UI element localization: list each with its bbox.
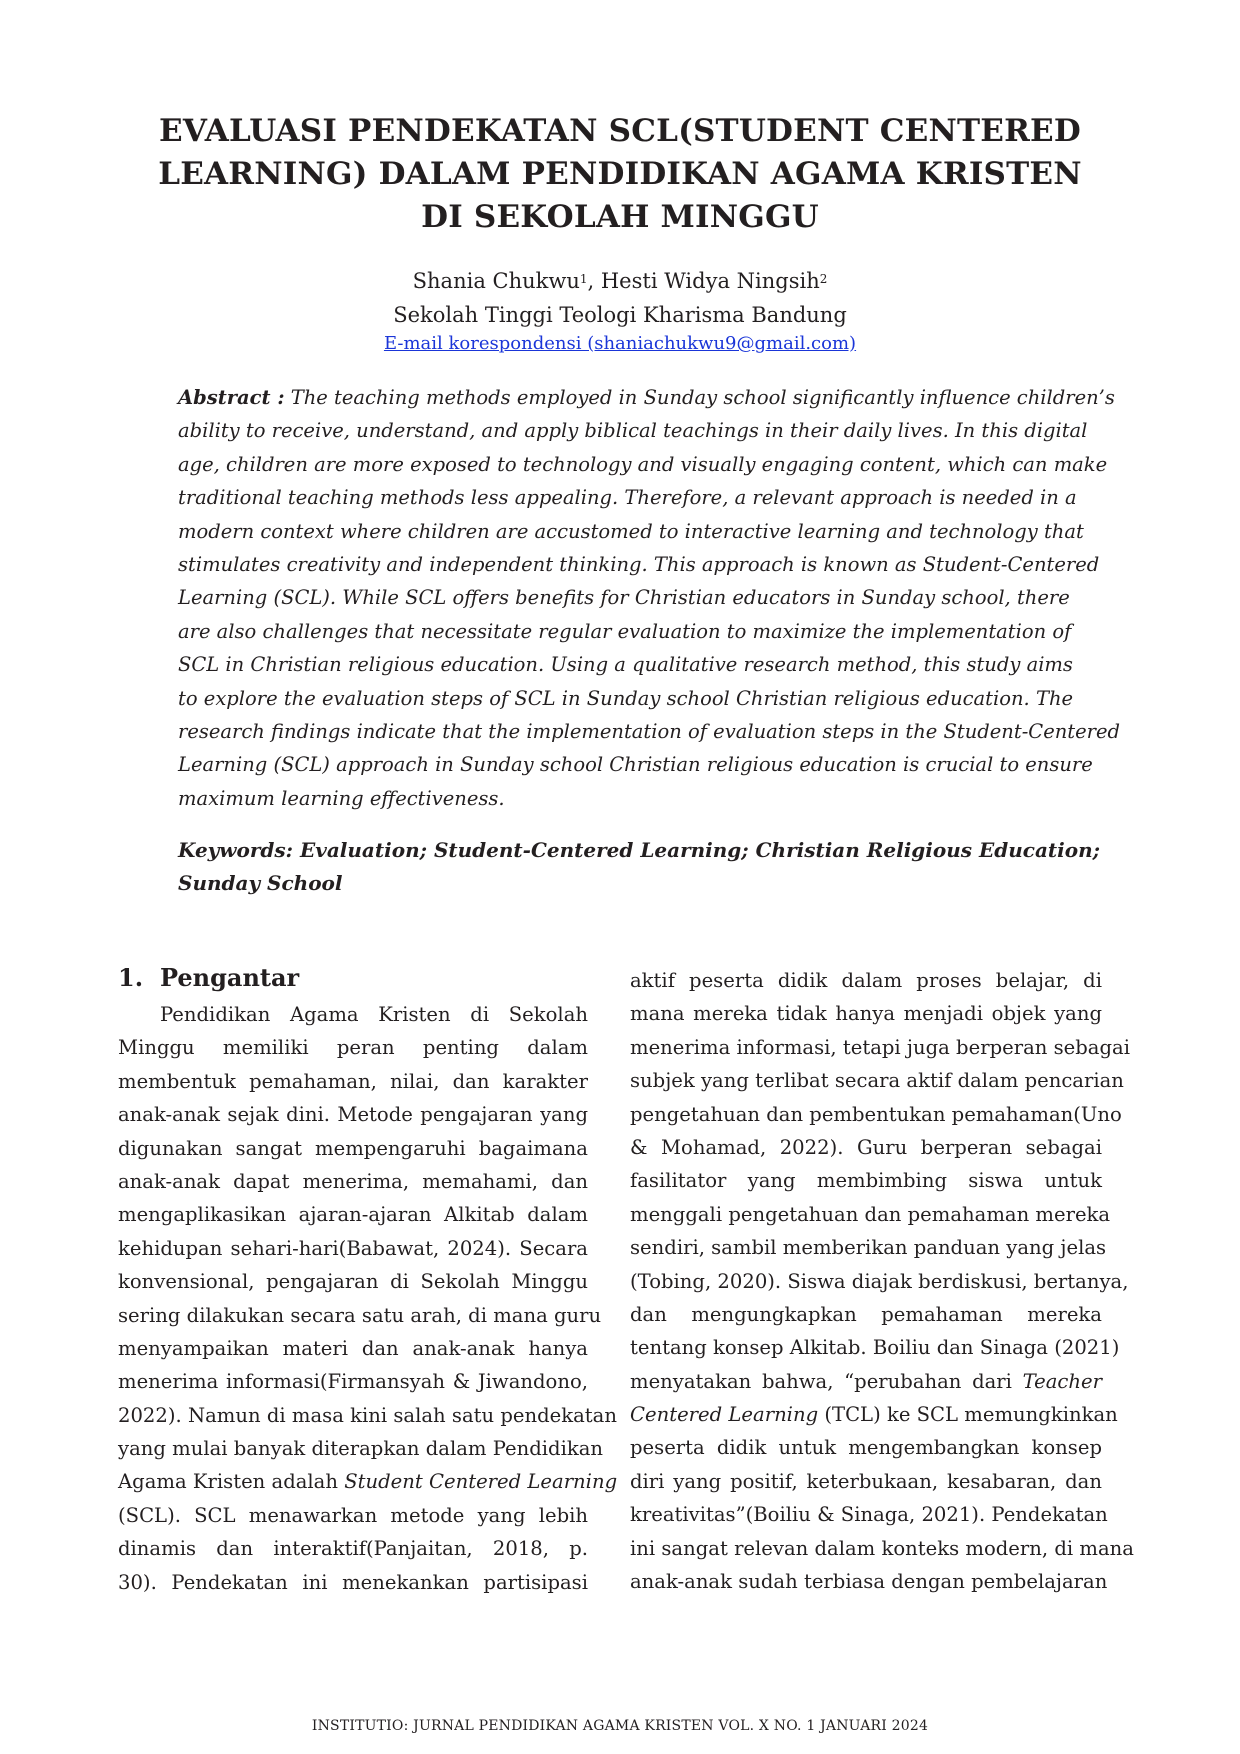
body-line: digunakan sangat mempengaruhi bagaimana xyxy=(118,1136,588,1160)
body-line: dan mengungkapkan pemahaman mereka xyxy=(630,1302,1102,1326)
body-line: ini sangat relevan dalam konteks modern, di mana xyxy=(630,1536,1134,1560)
abstract-line: Learning (SCL). While SCL offers benefits for Christian educators in Sunday school, there xyxy=(178,586,1070,610)
abstract-line: stimulates creativity and independent thinking. This approach is known as Student-Centered xyxy=(178,552,1100,576)
body-line: kreativitas”(Boiliu & Sinaga, 2021). Pendekatan xyxy=(630,1503,1108,1527)
body-line: menerima informasi, tetapi juga berperan sebagai xyxy=(630,1035,1130,1059)
body-line: 30). Pendekatan ini menekankan partisipasi xyxy=(118,1570,588,1594)
body-line: menyatakan bahwa, “perubahan dari Teacher xyxy=(630,1369,1102,1393)
author-name: Hesti Widya Ningsih xyxy=(600,269,820,293)
body-column-right xyxy=(630,964,1134,1598)
author-affiliation-marker: 2 xyxy=(819,272,828,286)
section-title: Pengantar xyxy=(160,963,300,992)
keywords-line: Keywords: Evaluation; Student-Centered Learning; Christian Religious Education; xyxy=(178,838,1101,862)
correspondence-email-link[interactable]: E-mail korespondensi (shaniachukwu9@gmail.com) xyxy=(383,333,857,354)
body-line: peserta didik untuk mengembangkan konsep xyxy=(630,1436,1102,1460)
keywords-line: Sunday School xyxy=(178,871,343,896)
abstract-line: research findings indicate that the implementation of evaluation steps in the Student-Centered xyxy=(178,719,1121,743)
emphasis-term: Teacher xyxy=(1022,1369,1102,1393)
keywords xyxy=(178,834,1101,901)
body-line: membentuk pemahaman, nilai, dan karakter xyxy=(118,1069,588,1093)
title-line: EVALUASI PENDEKATAN SCL(STUDENT CENTERED xyxy=(159,113,1081,149)
abstract-line: maximum learning effectiveness. xyxy=(178,786,505,810)
title-line: LEARNING) DALAM PENDIDIKAN AGAMA KRISTEN xyxy=(158,156,1082,192)
body-line: dinamis dan interaktif(Panjaitan, 2018, p. xyxy=(118,1537,588,1561)
body-line: sering dilakukan secara satu arah, di mana guru xyxy=(118,1303,602,1327)
affiliation: Sekolah Tinggi Teologi Kharisma Bandung xyxy=(393,303,847,327)
abstract xyxy=(178,381,1121,815)
author-affiliation-marker: 1 xyxy=(579,272,588,286)
body-line: pengetahuan dan pembentukan pemahaman(Uno xyxy=(630,1102,1122,1126)
section-number: 1. xyxy=(118,963,144,992)
abstract-line: to explore the evaluation steps of SCL in Sunday school Christian religious education. The xyxy=(178,686,1074,710)
body-line: anak-anak sudah terbiasa dengan pembelajaran xyxy=(630,1570,1108,1594)
abstract-line: Abstract : The teaching methods employed in Sunday school significantly influence children’s xyxy=(178,386,1115,409)
body-line: diri yang positif, keterbukaan, kesabaran, dan xyxy=(630,1469,1102,1493)
body-line: anak-anak dapat menerima, memahami, dan xyxy=(118,1169,588,1193)
body-line: menggali pengetahuan dan pemahaman mereka xyxy=(630,1202,1111,1226)
abstract-line: ability to receive, understand, and apply biblical teachings in their daily lives. In this digital xyxy=(178,419,1088,443)
body-line: fasilitator yang membimbing siswa untuk xyxy=(630,1169,1102,1193)
body-line: sendiri, sambil memberikan panduan yang jelas xyxy=(630,1236,1107,1260)
body-line: mengaplikasikan ajaran-ajaran Alkitab dalam xyxy=(118,1203,588,1227)
body-line: Minggu memiliki peran penting dalam xyxy=(118,1036,588,1060)
abstract-label: Abstract : xyxy=(178,386,285,409)
body-line: (SCL). SCL menawarkan metode yang lebih xyxy=(118,1503,588,1527)
body-line: subjek yang terlibat secara aktif dalam pencarian xyxy=(630,1069,1124,1093)
body-line: konvensional, pengajaran di Sekolah Minggu xyxy=(118,1270,588,1294)
body-line: tentang konsep Alkitab. Boiliu dan Sinaga (2021) xyxy=(630,1336,1120,1360)
body-line: 2022). Namun di masa kini salah satu pendekatan xyxy=(118,1403,617,1427)
body-line: Agama Kristen adalah Student Centered Learning xyxy=(118,1470,618,1494)
paper-title xyxy=(150,110,1090,239)
body-line: kehidupan sehari-hari(Babawat, 2024). Secara xyxy=(118,1236,588,1260)
abstract-line: traditional teaching methods less appealing. Therefore, a relevant approach is needed in a xyxy=(178,486,1077,510)
author-list xyxy=(150,266,1090,296)
title-line: DI SEKOLAH MINGGU xyxy=(421,199,819,235)
section-heading xyxy=(118,962,299,994)
abstract-line: SCL in Christian religious education. Using a qualitative research method, this study aims xyxy=(178,653,1073,677)
author-separator: , xyxy=(587,269,601,293)
author-name: Shania Chukwu xyxy=(412,269,580,293)
emphasis-term: Centered Learning xyxy=(630,1403,819,1427)
body-line: menerima informasi(Firmansyah & Jiwandono, xyxy=(118,1370,588,1394)
abstract-line: age, children are more exposed to technology and visually engaging content, which can make xyxy=(178,452,1108,476)
body-line: menyampaikan materi dan anak-anak hanya xyxy=(118,1336,588,1360)
body-line: Pendidikan Agama Kristen di Sekolah xyxy=(160,1003,588,1026)
body-line: & Mohamad, 2022). Guru berperan sebagai xyxy=(630,1135,1102,1159)
body-line: anak-anak sejak dini. Metode pengajaran yang xyxy=(118,1103,588,1127)
abstract-line: modern context where children are accustomed to interactive learning and technology that xyxy=(178,519,1084,543)
body-line: Centered Learning (TCL) ke SCL memungkinkan xyxy=(630,1403,1118,1427)
body-line: aktif peserta didik dalam proses belajar, di xyxy=(630,969,1102,992)
journal-footer: INSTITUTIO: JURNAL PENDIDIKAN AGAMA KRISTEN VOL. X NO. 1 JANUARI 2024 xyxy=(311,1718,929,1734)
abstract-line: are also challenges that necessitate regular evaluation to maximize the implementation of xyxy=(178,619,1072,643)
body-line: yang mulai banyak diterapkan dalam Pendidikan xyxy=(118,1437,604,1461)
body-column-left xyxy=(118,998,618,1599)
abstract-line: Learning (SCL) approach in Sunday school Christian religious education is crucial to ensure xyxy=(178,753,1093,777)
body-line: mana mereka tidak hanya menjadi objek yang xyxy=(630,1002,1102,1026)
emphasis-term: Student Centered Learning xyxy=(344,1470,618,1494)
body-line: (Tobing, 2020). Siswa diajak berdiskusi, bertanya, xyxy=(630,1269,1129,1293)
